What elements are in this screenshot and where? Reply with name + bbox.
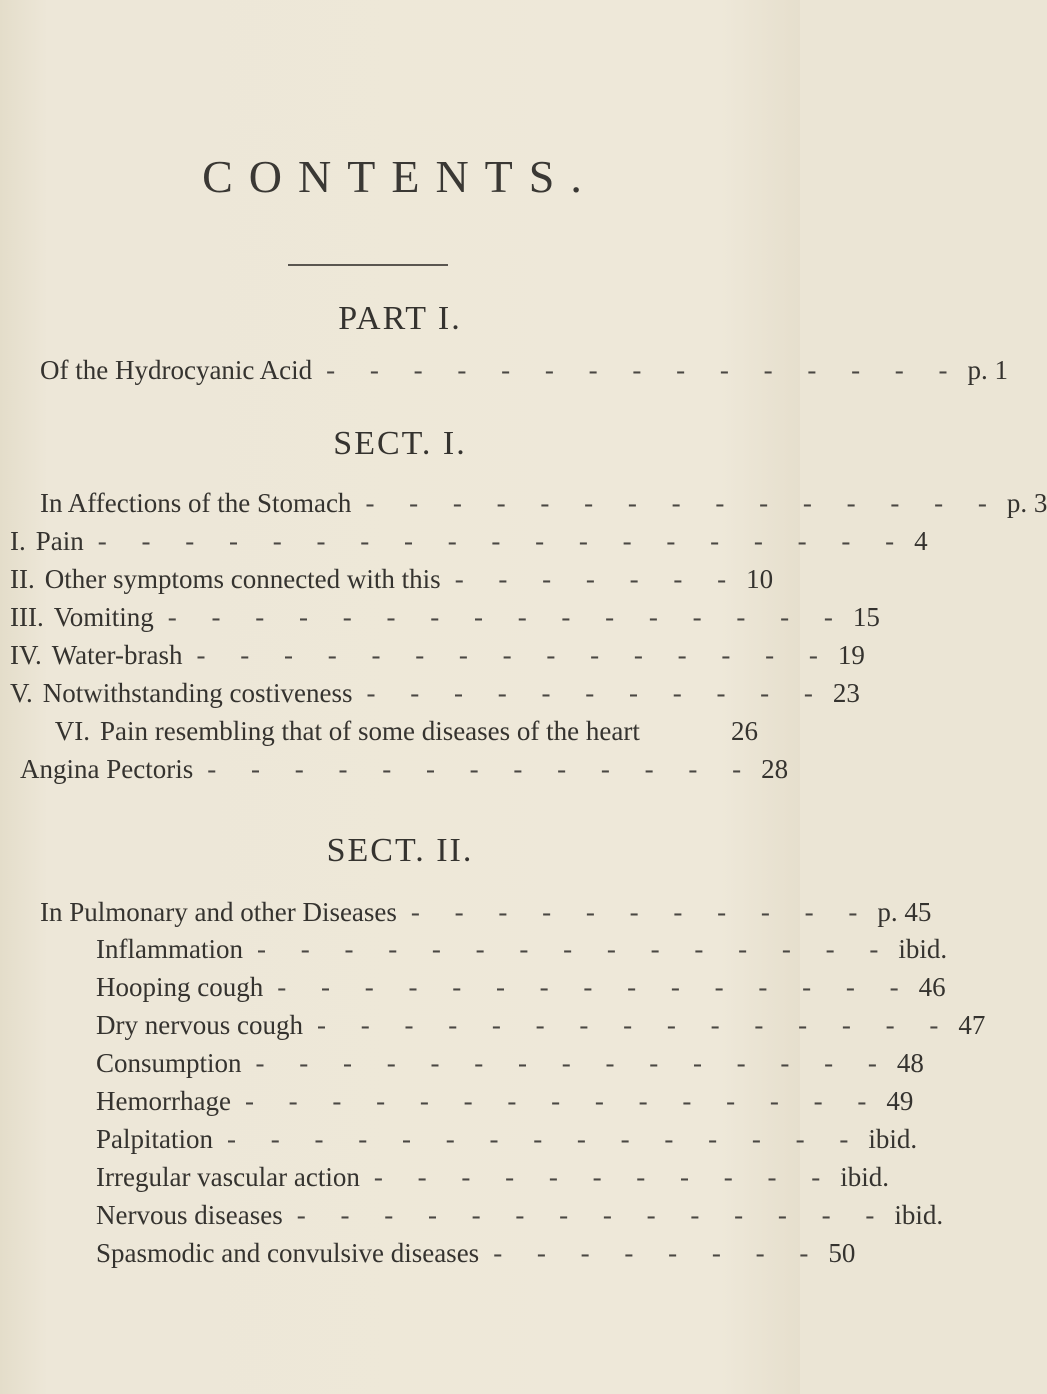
entry-page: 49 [886, 1086, 914, 1116]
page-title: CONTENTS. [202, 151, 598, 202]
entry-page: 50 [828, 1238, 856, 1268]
entry-page: p. 1 [967, 355, 1009, 385]
leader-dots: - - - - - - - - - - - - - - - [365, 488, 1001, 518]
list-item [10, 640, 865, 671]
item-number: IV. [10, 640, 42, 670]
part-heading: PART I. [338, 300, 462, 337]
entry-page: ibid. [898, 934, 948, 964]
entry-page: 10 [746, 564, 774, 594]
list-item [96, 1010, 986, 1041]
list-item [96, 1124, 918, 1155]
list-item [96, 1162, 890, 1193]
entry-page: 47 [958, 1010, 986, 1040]
entry-label: Pain resembling that of some diseases of the heart [100, 716, 640, 746]
list-item [96, 1086, 914, 1117]
entry-page: 28 [761, 754, 789, 784]
part-entry [40, 355, 1009, 386]
leader-dots: - - - - - - - - - - - - - - - [227, 1124, 863, 1154]
item-number: V. [10, 678, 33, 708]
item-number: VI. [54, 716, 90, 746]
leader-dots: - - - - - - - - - - - - - - - [244, 1086, 881, 1116]
list-item [10, 754, 789, 785]
entry-label: Consumption [96, 1048, 242, 1078]
entry-page: p. 45 [877, 897, 932, 927]
entry-label: Hooping cough [96, 972, 264, 1002]
leader-dots: - - - - - - - - - - - [373, 1162, 835, 1192]
leader-dots: - - - - - - - - - - - [366, 678, 827, 708]
entry-label: Vomiting [53, 602, 154, 632]
leader-dots: - - - - - - - [454, 564, 741, 594]
list-item [96, 1200, 944, 1231]
leader-dots: - - - - - - - - - - - - - - - [256, 934, 893, 964]
entry-label: Other symptoms connected with this [44, 564, 441, 594]
entry-page: 23 [832, 678, 860, 708]
entry-label: Of the Hydrocyanic Acid [40, 355, 313, 385]
list-item [96, 1048, 924, 1079]
list-item [96, 934, 948, 965]
sect2-heading: SECT. II. [326, 832, 474, 869]
entry-page: 15 [852, 602, 880, 632]
leader-dots: - - - - - - - - - - - - - - [296, 1200, 889, 1230]
entry-label: Nervous diseases [96, 1200, 283, 1230]
leader-dots: - - - - - - - - - - - - - [207, 754, 756, 784]
entry-page: 48 [896, 1048, 924, 1078]
entry-label: Palpitation [96, 1124, 213, 1154]
sect1-intro [40, 488, 1047, 519]
entry-page: 4 [914, 526, 928, 556]
entry-label: Spasmodic and convulsive diseases [96, 1238, 480, 1268]
sect1-heading: SECT. I. [333, 425, 467, 462]
entry-page: ibid. [894, 1200, 944, 1230]
leader-dots: - - - - - - - - - - - - - - - [277, 972, 913, 1002]
entry-label: In Pulmonary and other Diseases [40, 897, 397, 927]
entry-page: p. 3 [1006, 488, 1047, 518]
entry-page: 26 [731, 716, 758, 746]
item-number: II. [10, 564, 35, 594]
entry-page: 19 [837, 640, 865, 670]
title-rule [288, 264, 448, 266]
leader-dots: - - - - - - - - - - - - - - - [255, 1048, 891, 1078]
leader-dots: - - - - - - - - - - - - - - - - - - - [97, 526, 909, 556]
leader-dots: - - - - - - - - - - - - - - - [326, 355, 962, 385]
leader-dots: - - - - - - - - - - - [410, 897, 872, 927]
entry-label: In Affections of the Stomach [40, 488, 352, 518]
sect2-intro [40, 897, 932, 928]
leader-dots: - - - - - - - - - - - - - - - [196, 640, 832, 670]
item-number: I. [10, 526, 26, 556]
entry-page: ibid. [840, 1162, 890, 1192]
entry-label: Angina Pectoris [20, 754, 194, 784]
leader-dots: - - - - - - - - - - - - - - - [316, 1010, 953, 1040]
entry-label: Irregular vascular action [96, 1162, 360, 1192]
list-item [96, 1238, 856, 1269]
list-item [10, 526, 928, 557]
list-item [10, 716, 758, 747]
entry-page: ibid. [868, 1124, 918, 1154]
entry-label: Pain [35, 526, 84, 556]
entry-label: Dry nervous cough [96, 1010, 303, 1040]
entry-label: Water-brash [51, 640, 183, 670]
leader-dots: - - - - - - - - [493, 1238, 823, 1268]
list-item [10, 602, 880, 633]
entry-label: Hemorrhage [96, 1086, 231, 1116]
list-item [10, 564, 774, 595]
entry-label: Inflammation [96, 934, 243, 964]
entry-page: 46 [918, 972, 946, 1002]
entry-label: Notwithstanding costiveness [42, 678, 353, 708]
list-item [96, 972, 946, 1003]
leader-dots: - - - - - - - - - - - - - - - - [167, 602, 847, 632]
item-number: III. [10, 602, 44, 632]
list-item [10, 678, 860, 709]
